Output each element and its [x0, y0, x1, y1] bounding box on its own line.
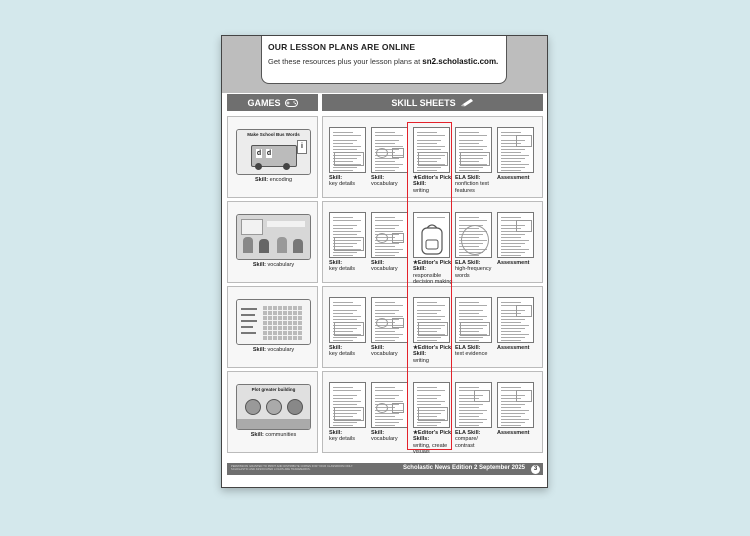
skill-sheet-label	[497, 345, 539, 351]
skill-sheet-label-prefix: ELA Skill:	[455, 175, 481, 181]
skill-sheet-label-prefix: ELA Skill:	[455, 260, 481, 266]
skill-sheet-thumbnail[interactable]	[329, 297, 366, 343]
skill-sheet-label	[497, 175, 539, 181]
game-skill-label	[228, 177, 319, 183]
skill-sheet-label-prefix: ★Editor's Pick Skill:	[413, 260, 452, 273]
skill-sheet-label	[455, 175, 497, 194]
game-skill-prefix: Skill:	[250, 432, 266, 438]
games-header-label: GAMES	[247, 97, 281, 108]
online-banner	[261, 36, 507, 84]
game-cell	[227, 286, 318, 368]
skill-sheet-label-text: vocabulary	[371, 351, 398, 358]
game-thumbnail[interactable]	[236, 384, 311, 430]
skill-sheet-thumbnail[interactable]	[329, 127, 366, 173]
activity-row	[227, 116, 543, 198]
skill-sheet-label-prefix: ELA Skill:	[455, 345, 481, 351]
skill-sheet-label-prefix: Skill:	[371, 430, 385, 436]
game-thumbnail[interactable]	[236, 214, 311, 260]
skill-sheet-label-prefix: ★Editor's Pick Skills:	[413, 430, 452, 443]
banner-subtitle	[268, 57, 498, 66]
skill-sheet-label-text: vocabulary	[371, 436, 398, 443]
skill-sheets-header	[322, 94, 543, 111]
game-cell	[227, 371, 318, 453]
skill-sheet-label	[455, 430, 497, 449]
skill-sheet-thumbnail[interactable]	[329, 382, 366, 428]
game-skill-label	[228, 262, 319, 268]
skill-sheet-thumbnail[interactable]	[497, 212, 534, 258]
game-skill-label	[228, 432, 319, 438]
skill-sheet-label-prefix: Assessment	[497, 430, 530, 436]
skill-sheet-thumbnail[interactable]	[371, 127, 408, 173]
skill-sheet-label-text: responsible decision making	[413, 272, 453, 285]
game-skill-prefix: Skill:	[255, 177, 270, 183]
skill-sheet-label-text: key details	[329, 436, 355, 443]
skill-sheet-label-text: writing	[413, 357, 429, 364]
skill-sheet-thumbnail[interactable]	[497, 127, 534, 173]
skill-sheet-label-prefix: Skill:	[371, 260, 385, 266]
skill-sheet-label-prefix: Assessment	[497, 260, 530, 266]
game-thumbnail[interactable]: d d i Make School Bus Words	[236, 129, 311, 175]
activity-row	[227, 371, 543, 453]
page-footer	[227, 463, 543, 475]
game-cell	[227, 201, 318, 283]
skill-sheets-header-label: SKILL SHEETS	[391, 97, 456, 108]
skill-sheet-label-prefix: Assessment	[497, 175, 530, 181]
skill-sheet-label	[455, 260, 497, 279]
skill-sheet-label-text: writing, create visuals	[413, 442, 448, 455]
skill-sheet-label-prefix: Skill:	[329, 430, 343, 436]
game-cell	[227, 116, 318, 198]
game-title: Make School Bus Words	[247, 132, 300, 137]
activity-row	[227, 286, 543, 368]
skill-sheet-label	[329, 175, 371, 188]
skill-sheet-thumbnail[interactable]	[455, 382, 492, 428]
pencil-icon	[460, 98, 474, 107]
skill-sheet-label-prefix: Skill:	[329, 260, 343, 266]
banner-url[interactable]: sn2.scholastic.com.	[422, 57, 499, 66]
game-thumbnail[interactable]	[236, 299, 311, 345]
gamepad-icon	[285, 99, 298, 107]
skill-sheet-label-text: compare/ contrast	[455, 436, 478, 449]
game-skill-value: encoding	[269, 177, 292, 183]
game-title: Plot greater building	[251, 387, 296, 392]
banner-subtitle-text: Get these resources plus your lesson plans at	[268, 57, 423, 66]
skill-sheet-label	[455, 345, 497, 358]
skill-sheet-label-text: writing	[413, 187, 429, 194]
skill-sheet-label-text: key details	[329, 181, 355, 188]
game-skill-label	[228, 347, 319, 353]
skill-sheet-label	[497, 430, 539, 436]
skill-sheet-label-prefix: Skill:	[329, 345, 343, 351]
game-skill-value: communities	[265, 432, 297, 438]
skill-sheet-thumbnail[interactable]	[455, 212, 492, 258]
skill-sheet-label	[329, 345, 371, 358]
skill-sheet-thumbnail[interactable]	[371, 297, 408, 343]
skill-sheet-thumbnail[interactable]	[455, 297, 492, 343]
skill-sheet-label-text: vocabulary	[371, 181, 398, 188]
skill-sheet-label	[329, 430, 371, 443]
games-header	[227, 94, 318, 111]
game-skill-prefix: Skill:	[252, 347, 268, 353]
game-skill-value: vocabulary	[267, 262, 295, 268]
skill-sheet-thumbnail[interactable]	[329, 212, 366, 258]
skill-sheet-label	[497, 260, 539, 266]
skill-sheet-label-text: nonfiction text features	[455, 181, 489, 194]
skill-sheet-label-prefix: ★Editor's Pick Skill:	[413, 345, 452, 358]
skill-sheet-label-text: high-frequency words	[455, 266, 492, 279]
skill-sheet-label-text: vocabulary	[371, 266, 398, 273]
skill-sheet-thumbnail[interactable]	[455, 127, 492, 173]
skill-sheet-thumbnail[interactable]	[497, 297, 534, 343]
footer-edition: Scholastic News Edition 2 September 2025	[402, 465, 525, 471]
page-number: 3	[531, 465, 540, 474]
footer-fine-print: PERMISSION GRANTED TO PRINT AND DISTRIBUTE COPIES FOR YOUR CLASSROOM ONLY. SCHOLASTIC AND ASSOCIATED LOGOS ARE TRADEMARKS.	[231, 465, 354, 472]
skill-sheet-thumbnail[interactable]	[371, 212, 408, 258]
skill-sheet-label-text: text evidence	[455, 351, 488, 358]
skill-sheet-thumbnail[interactable]	[371, 382, 408, 428]
activity-row	[227, 201, 543, 283]
skill-sheet-label-prefix: Assessment	[497, 345, 530, 351]
editors-pick-highlight	[407, 122, 452, 450]
skill-sheet-label-prefix: ★Editor's Pick Skill:	[413, 175, 452, 188]
magazine-page	[221, 35, 548, 488]
skill-sheet-label-text: key details	[329, 266, 355, 273]
skill-sheet-label-prefix: Skill:	[329, 175, 343, 181]
skill-sheet-label-prefix: ELA Skill:	[455, 430, 481, 436]
banner-title: OUR LESSON PLANS ARE ONLINE	[268, 42, 416, 52]
game-skill-prefix: Skill:	[252, 262, 268, 268]
skill-sheet-label-prefix: Skill:	[371, 345, 385, 351]
skill-sheet-label	[329, 260, 371, 273]
skill-sheet-label-prefix: Skill:	[371, 175, 385, 181]
skill-sheet-label-text: key details	[329, 351, 355, 358]
game-skill-value: vocabulary	[267, 347, 295, 353]
skill-sheet-thumbnail[interactable]	[497, 382, 534, 428]
